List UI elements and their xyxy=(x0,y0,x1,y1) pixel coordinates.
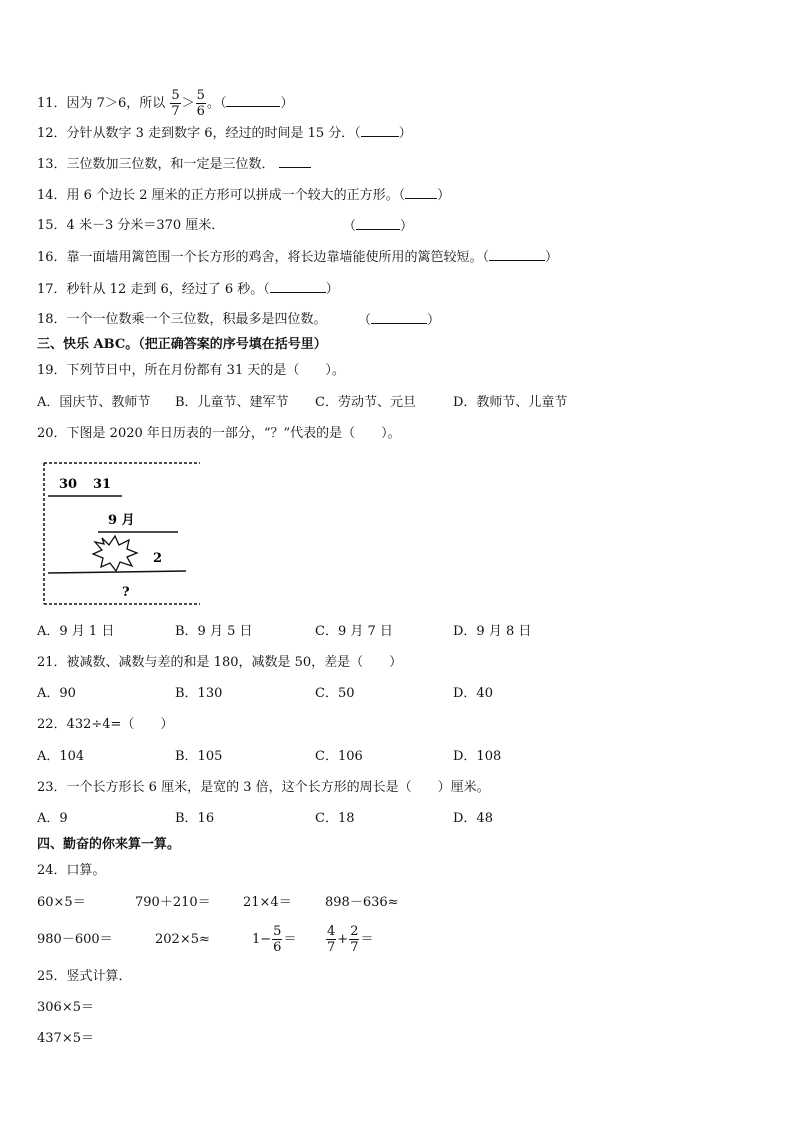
calendar-week-line-2 xyxy=(48,571,186,573)
answer-blank[interactable] xyxy=(371,312,427,324)
q11-text: 因为 7＞6，所以 xyxy=(66,96,166,111)
question-13: 13．三位数加三位数，和一定是三位数． xyxy=(37,156,311,173)
question-20: 20．下图是 2020 年日历表的一部分，“？”代表的是（ ）。 xyxy=(37,426,401,441)
vertical-calc-item: 306×5＝ xyxy=(37,1000,94,1015)
answer-blank[interactable] xyxy=(361,125,399,137)
answer-blank[interactable] xyxy=(405,187,437,199)
question-12: 12．分针从数字 3 走到数字 6，经过的时间是 15 分．（ ） xyxy=(37,126,412,141)
q22-option-c[interactable]: C．106 xyxy=(315,749,363,764)
q20-option-d[interactable]: D．9 月 8 日 xyxy=(453,624,532,639)
question-15: 15．4 米－3 分米＝370 厘米． xyxy=(37,218,225,233)
question-15-answer: （ ） xyxy=(343,219,414,234)
q23-option-c[interactable]: C．18 xyxy=(315,811,355,826)
q21-option-b[interactable]: B．130 xyxy=(175,686,223,701)
q19-option-b[interactable]: B．儿童节、建军节 xyxy=(175,395,289,410)
calc-item: 202×5≈ xyxy=(155,932,210,947)
calendar-day-2: 2 xyxy=(153,551,163,566)
answer-blank[interactable] xyxy=(356,218,400,230)
calendar-question-mark: ? xyxy=(122,585,130,600)
fraction-5-6: $\frac{5}{6}$ xyxy=(196,88,205,119)
q19-option-a[interactable]: A．国庆节、教师节 xyxy=(37,395,151,410)
q23-option-d[interactable]: D．48 xyxy=(453,811,493,826)
q23-option-b[interactable]: B．16 xyxy=(175,811,215,826)
calendar-month-label: 9 月 xyxy=(108,513,135,528)
question-18: 18．一个一位数乘一个三位数，积最多是四位数。 xyxy=(37,312,327,327)
question-11: 11．因为 7＞6，所以 $\frac{5}{7}$ ＞ $\frac{5}{6}$ 。（ ） xyxy=(37,88,294,119)
question-21: 21．被减数、减数与差的和是 180，减数是 50，差是（ ） xyxy=(37,655,403,670)
fraction-5-7: $\frac{5}{7}$ xyxy=(171,88,180,119)
q21-option-d[interactable]: D．40 xyxy=(453,686,493,701)
answer-blank[interactable] xyxy=(279,156,311,168)
question-23: 23．一个长方形长 6 厘米，是宽的 3 倍，这个长方形的周长是（ ）厘米。 xyxy=(37,780,490,795)
fraction-2-7: $\frac{2}{7}$ xyxy=(350,924,359,955)
question-14: 14．用 6 个边长 2 厘米的正方形可以拼成一个较大的正方形。（ ） xyxy=(37,188,451,203)
question-24: 24．口算。 xyxy=(37,863,106,878)
calendar-day-31: 31 xyxy=(93,477,112,492)
calendar-day-30: 30 xyxy=(59,477,78,492)
fraction-4-7: $\frac{4}{7}$ xyxy=(327,924,336,955)
question-16: 16．靠一面墙用篱笆围一个长方形的鸡舍，将长边靠墙能使所用的篱笆较短。（ ） xyxy=(37,250,559,265)
calc-item: 60×5＝ xyxy=(37,895,86,910)
q22-option-b[interactable]: B．105 xyxy=(175,749,223,764)
fraction-5-6: $\frac{5}{6}$ xyxy=(273,924,282,955)
calc-item: 790＋210＝ xyxy=(135,895,211,910)
q19-option-d[interactable]: D．教师节、儿童节 xyxy=(453,395,568,410)
q20-option-c[interactable]: C．9 月 7 日 xyxy=(315,624,393,639)
calc-fraction-subtraction: 1− $\frac{5}{6}$ ＝ xyxy=(252,924,297,955)
question-19: 19．下列节日中，所在月份都有 31 天的是（ ）。 xyxy=(37,363,345,378)
question-22: 22．432÷4=（ ） xyxy=(37,717,174,732)
q22-option-a[interactable]: A．104 xyxy=(37,749,85,764)
q22-option-d[interactable]: D．108 xyxy=(453,749,502,764)
q20-option-a[interactable]: A．9 月 1 日 xyxy=(37,624,115,639)
question-17: 17．秒针从 12 走到 6，经过了 6 秒。（ ） xyxy=(37,282,339,297)
calc-item: 21×4＝ xyxy=(243,895,292,910)
section-3-heading: 三、快乐 ABC。（把正确答案的序号填在括号里） xyxy=(37,337,327,352)
q21-option-a[interactable]: A．90 xyxy=(37,686,76,701)
q19-option-c[interactable]: C．劳动节、元旦 xyxy=(315,395,416,410)
calc-item: 980－600＝ xyxy=(37,932,113,947)
calendar-figure xyxy=(40,460,202,608)
q11-number: 11． xyxy=(37,96,67,111)
q23-option-a[interactable]: A．9 xyxy=(37,811,68,826)
calc-fraction-addition: $\frac{4}{7}$ + $\frac{2}{7}$ ＝ xyxy=(327,924,374,955)
vertical-calc-item: 437×5＝ xyxy=(37,1031,94,1046)
burst-icon xyxy=(93,536,137,571)
answer-blank[interactable] xyxy=(489,249,545,261)
section-4-heading: 四、勤奋的你来算一算。 xyxy=(37,837,181,852)
answer-blank[interactable] xyxy=(270,281,326,293)
question-18-answer: （ ） xyxy=(358,313,441,328)
q21-option-c[interactable]: C．50 xyxy=(315,686,355,701)
question-25: 25．竖式计算． xyxy=(37,969,132,984)
q20-option-b[interactable]: B．9 月 5 日 xyxy=(175,624,253,639)
answer-blank[interactable] xyxy=(226,95,280,107)
calc-item: 898－636≈ xyxy=(325,895,399,910)
